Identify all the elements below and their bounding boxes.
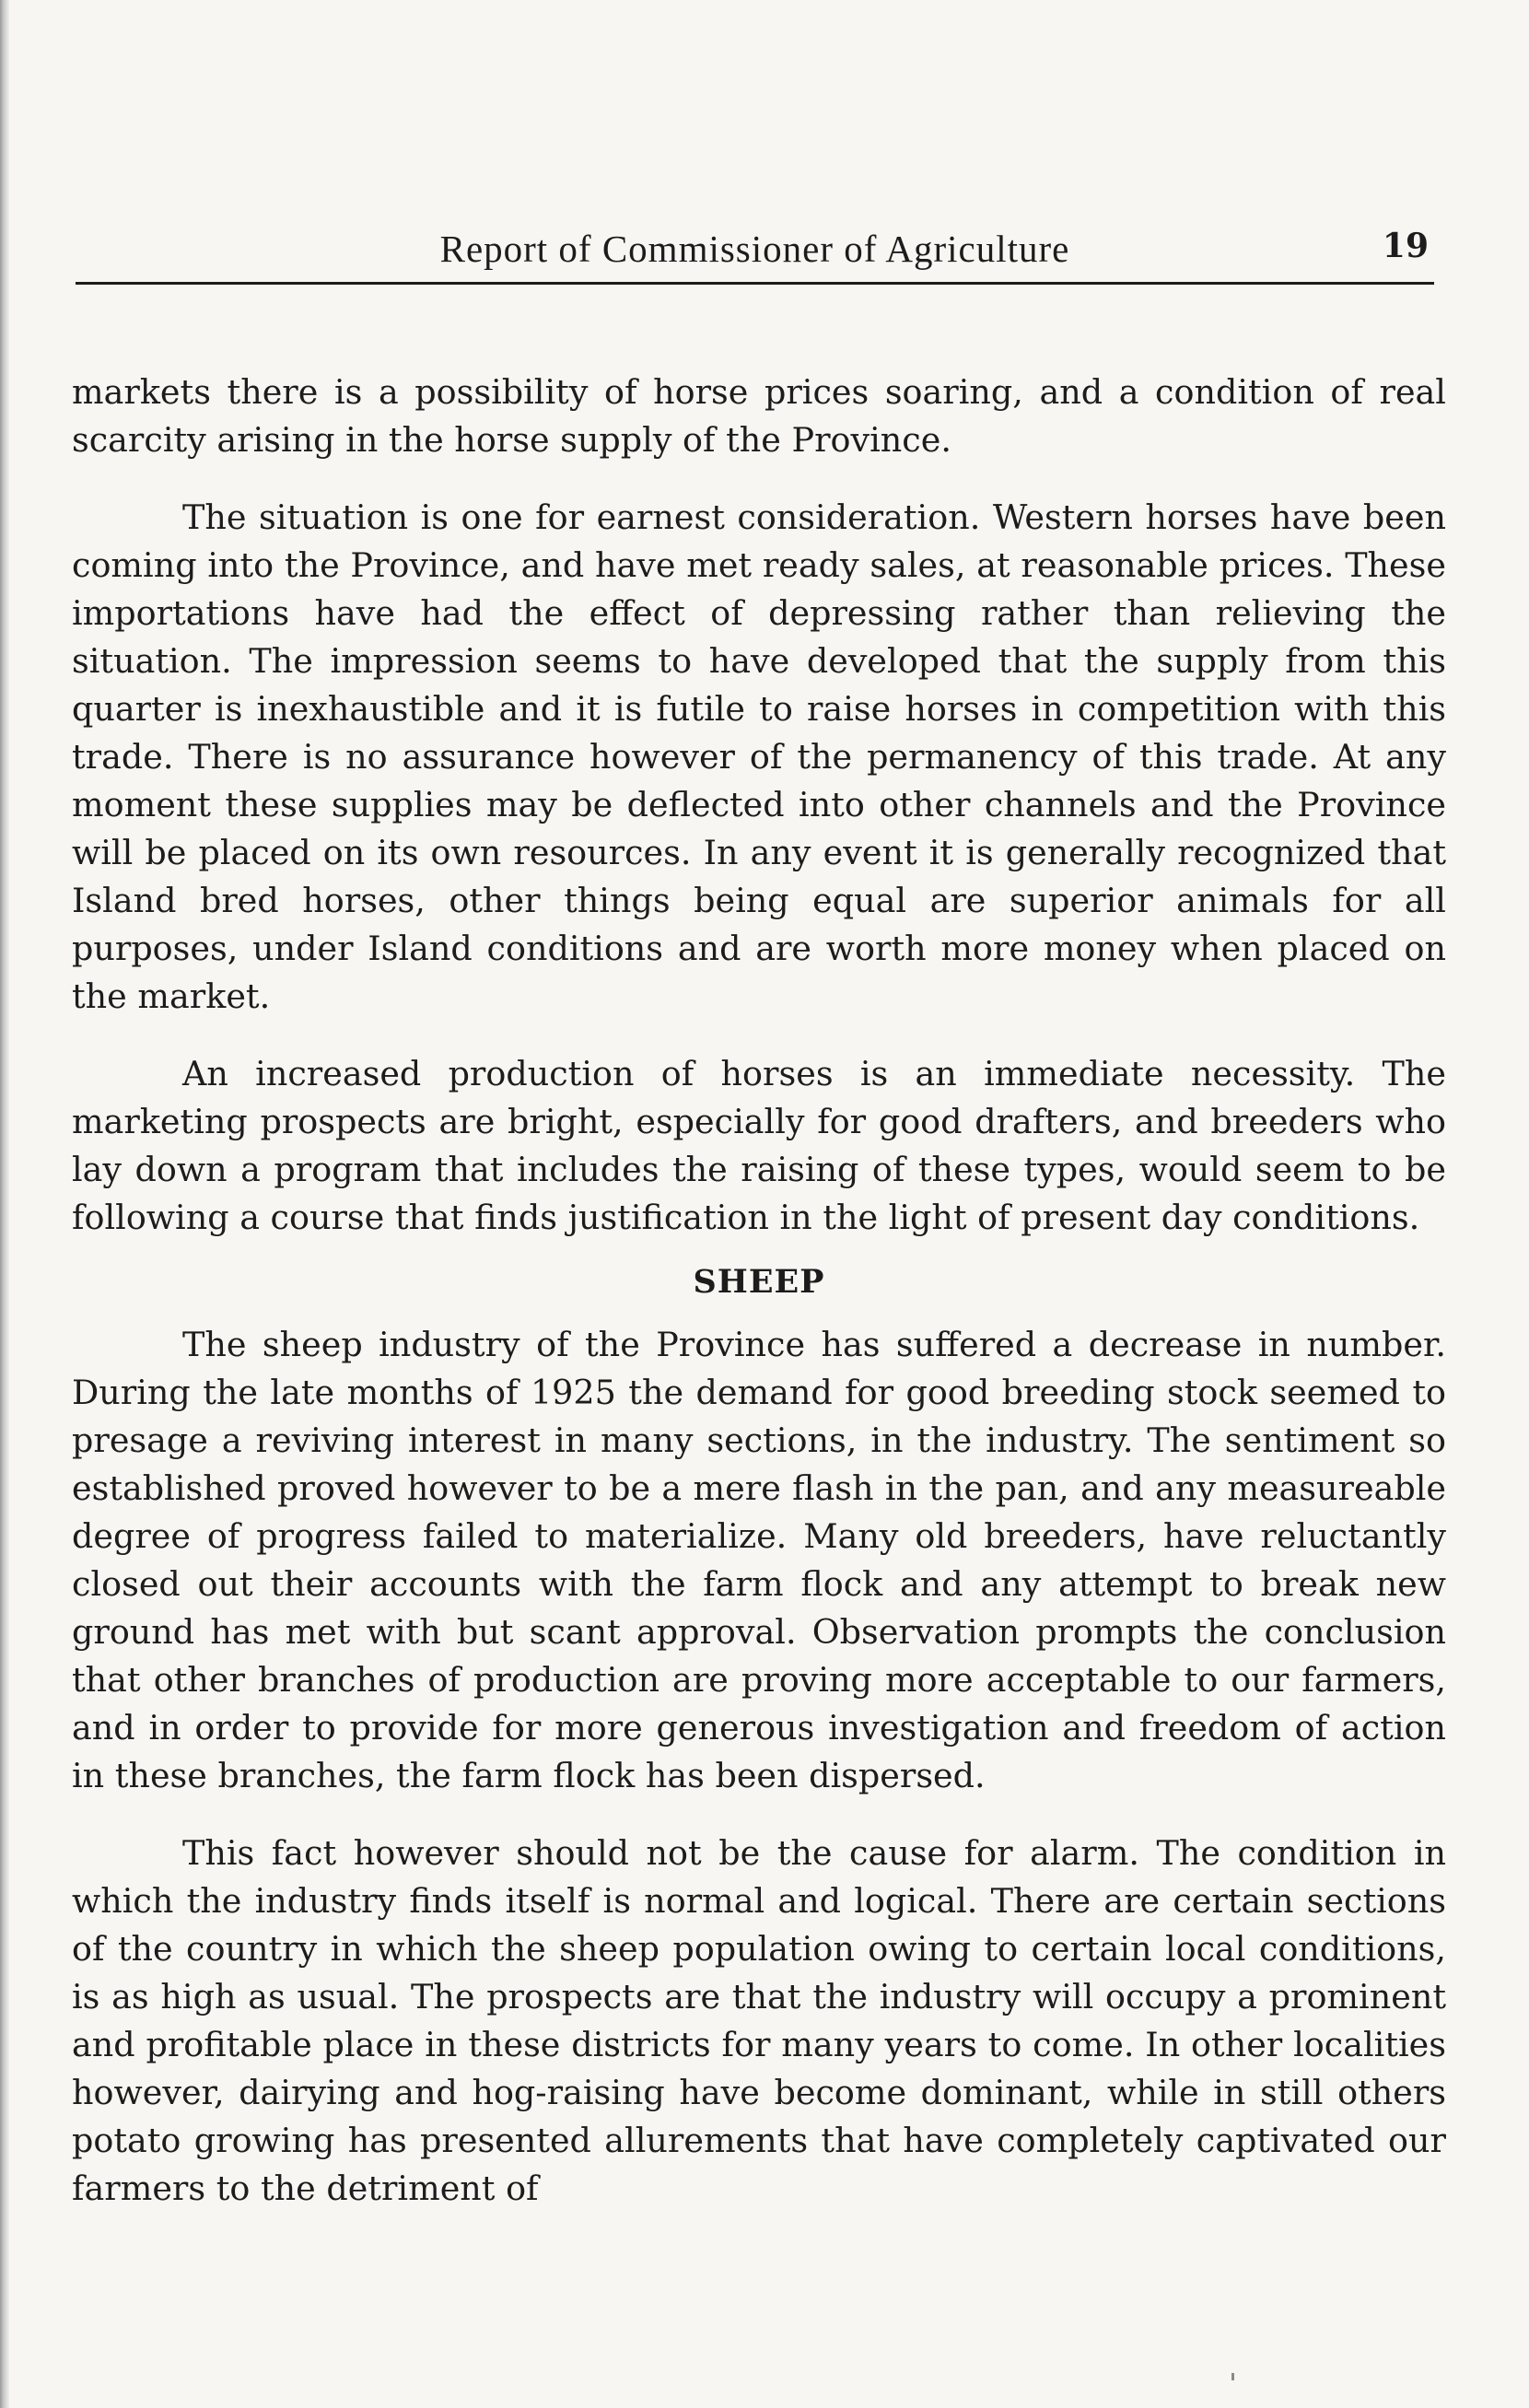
page-binding-edge [0, 0, 9, 2408]
running-header [76, 221, 1434, 287]
paragraph-sheep-industry: The sheep industry of the Province has suffered a decrease in number. During the late months of 1925 the demand for good breeding stock seemed to presage a reviving interest in many sections, in the industry. The sentiment so established proved however to be a mere flash in the pan, and any measureable degree of progress failed to materialize. Many old breeders, have reluctantly closed out their accounts with the farm flock and any attempt to break new ground has met with but scant approval. Observation prompts the conclusion that other branches of production are proving more acceptable to our farmers, and in order to provide for more generous investigation and freedom of action in these branches, the farm flock has been dispersed. [72, 1325, 1446, 1795]
paragraph-horse-production: An increased production of horses is an immediate necessity. The marketing prospects are bright, especially for good drafters, and breeders who lay down a program that includes the raising of these types, would seem to be following a course that finds justification in the light of present day conditions. [72, 1054, 1446, 1237]
page-number: 19 [1382, 227, 1429, 265]
paragraph-sheep-outlook: This fact however should not be the cause for alarm. The condition in which the industry finds itself is normal and logical. There are certain sections of the country in which the sheep population owing to certain local conditions, is as high as usual. The prospects are that the industry will occupy a prominent and profitable place in these districts for many years to come. In other localities however, dairying and hog-raising have become dominant, while in still others potato growing has presented allurements that have completely captivated our farmers to the detriment of [72, 1833, 1446, 2208]
paragraph-western-horses: The situation is one for earnest consideration. Western horses have been coming into the Province, and have met ready sales, at reasonable prices. These importations have had the effect of depressing rather than relieving the situation. The impression seems to have developed that the supply from this quarter is inexhaustible and it is futile to raise horses in competition with this trade. There is no assurance however of the permanency of this trade. At any moment these supplies may be deflected into other channels and the Province will be placed on its own resources. In any event it is generally recognized that Island bred horses, other things being equal are superior animals for all purposes, under Island conditions and are worth more money when placed on the market. [72, 497, 1446, 1016]
scan-speck [1231, 2373, 1234, 2380]
document-body [72, 368, 1446, 2213]
section-heading-sheep: SHEEP [693, 1263, 825, 1301]
paragraph-horse-prices: markets there is a possibility of horse prices soaring, and a condition of real scarcity arising in the horse supply of the Province. [72, 372, 1446, 460]
header-rule [76, 282, 1434, 285]
header-title: Report of Commissioner of Agriculture [439, 228, 1070, 270]
